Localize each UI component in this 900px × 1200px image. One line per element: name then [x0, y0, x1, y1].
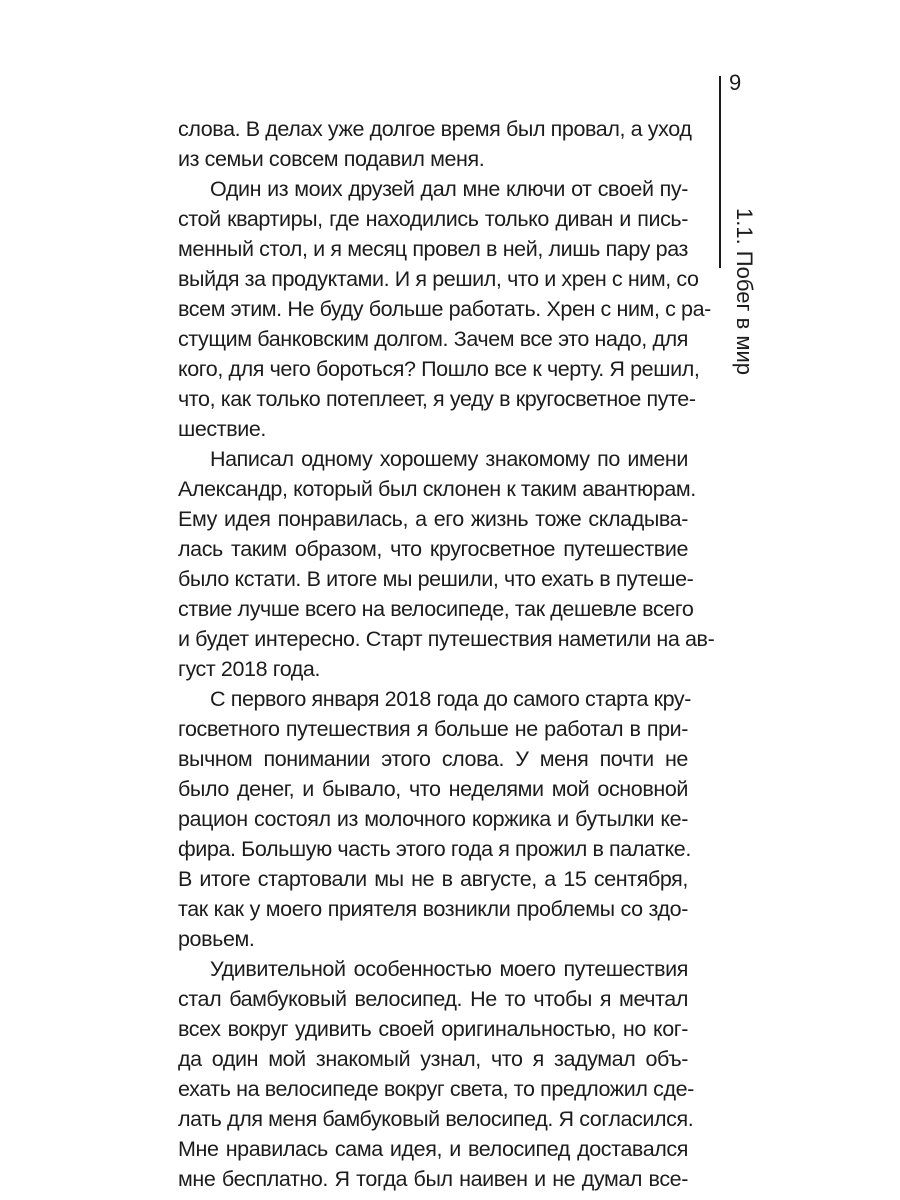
text-line: ровьем.: [178, 927, 255, 951]
text-line: Александр, который был склонен к таким авантюрам.: [178, 477, 696, 501]
text-line: мне бесплатно. Я тогда был наивен и не думал все-: [178, 1167, 688, 1191]
text-line: и будет интересно. Старт путешествия наметили на ав-: [178, 627, 715, 651]
text-line: всем этим. Не буду больше работать. Хрен с ним, с ра-: [178, 297, 711, 321]
text-line: так как у моего приятеля возникли проблемы со здо-: [178, 897, 688, 921]
text-line: лась таким образом, что кругосветное путешествие: [178, 537, 688, 561]
text-line: шествие.: [178, 417, 266, 441]
text-line: В итоге стартовали мы не в августе, а 15 сентября,: [178, 867, 688, 891]
text-line: госветного путешествия я больше не работал в при-: [178, 717, 688, 741]
text-line: из семьи совсем подавил меня.: [178, 147, 485, 171]
text-line: вычном понимании этого слова. У меня почти не: [178, 747, 688, 771]
text-line: кого, для чего бороться? Пошло все к черту. Я решил,: [178, 357, 700, 381]
text-line: густ 2018 года.: [178, 657, 321, 681]
text-line: ехать на велосипеде вокруг света, то предложил сде-: [178, 1077, 694, 1101]
text-line: всех вокруг удивить своей оригинальностью, но ког-: [178, 1017, 688, 1041]
text-line: С первого января 2018 года до самого старта кру-: [210, 687, 692, 711]
text-line: стой квартиры, где находились только диван и пись-: [178, 207, 688, 231]
text-line: Один из моих друзей дал мне ключи от своей пу-: [210, 177, 688, 201]
text-line: фира. Большую часть этого года я прожил в палатке.: [178, 837, 691, 861]
body-text: [178, 114, 715, 1194]
text-line: лать для меня бамбуковый велосипед. Я согласился.: [178, 1107, 694, 1131]
text-line: менный стол, и я месяц провел в ней, лишь пару раз: [178, 237, 688, 261]
vertical-rule: [719, 76, 721, 268]
text-line: Написал одному хорошему знакомому по имени: [210, 447, 688, 471]
text-line: Удивительной особенностью моего путешествия: [210, 957, 688, 981]
text-line: стал бамбуковый велосипед. Не то чтобы я мечтал: [178, 987, 688, 1011]
text-line: Мне нравилась сама идея, и велосипед доставался: [178, 1137, 688, 1161]
text-line: было денег, и бывало, что неделями мой основной: [178, 777, 688, 801]
text-line: выйдя за продуктами. И я решил, что и хрен с ним, со: [178, 267, 699, 291]
text-line: стущим банковским долгом. Зачем все это надо, для: [178, 327, 688, 351]
text-line: ствие лучше всего на велосипеде, так дешевле всего: [178, 597, 694, 621]
page-number: 9: [729, 70, 742, 95]
text-line: слова. В делах уже долгое время был провал, а уход: [178, 117, 692, 141]
text-line: было кстати. В итоге мы решили, что ехать в путеше-: [178, 567, 694, 591]
text-line: рацион состоял из молочного коржика и бутылки ке-: [178, 807, 688, 831]
text-line: Ему идея понравилась, а его жизнь тоже складыва-: [178, 507, 688, 531]
text-line: что, как только потеплеет, я уеду в кругосветное путе-: [178, 387, 696, 411]
running-head: 1.1. Побег в мир: [732, 208, 757, 376]
text-line: да один мой знакомый узнал, что я задумал объ-: [178, 1047, 688, 1071]
